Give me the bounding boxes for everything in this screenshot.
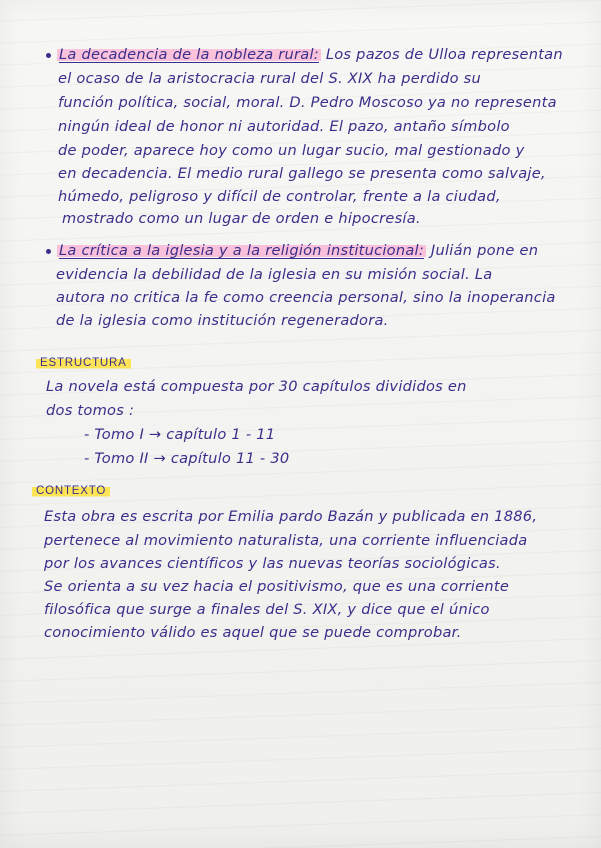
section-nobleza <box>46 44 563 66</box>
paragraph-line: La novela está compuesta por 30 capítulos divididos en <box>46 378 467 395</box>
paragraph-line: Los pazos de Ulloa representan <box>325 46 563 63</box>
paragraph-line: ningún ideal de honor ni autoridad. El pazo, antaño símbolo <box>58 118 510 135</box>
paragraph-line: filosófica que surge a finales del S. XIX, y dice que el único <box>44 601 490 618</box>
bullet-icon <box>46 53 51 58</box>
paragraph-line: mostrado como un lugar de orden e hipocresía. <box>62 210 421 227</box>
paragraph-line: de la iglesia como institución regeneradora. <box>56 312 389 329</box>
section-title: La crítica a la iglesia y a la religión institucional: <box>59 242 425 259</box>
paragraph-line: Esta obra es escrita por Emilia pardo Bazán y publicada en 1886, <box>44 508 538 525</box>
paragraph-line: autora no critica la fe como creencia personal, sino la inoperancia <box>56 289 556 306</box>
contexto-label: CONTEXTO <box>32 484 110 498</box>
paragraph-line: Se orienta a su vez hacia el positivismo, que es una corriente <box>44 578 510 595</box>
paragraph-line: húmedo, peligroso y difícil de controlar, frente a la ciudad, <box>58 188 501 205</box>
paragraph-line: en decadencia. El medio rural gallego se presenta como salvaje, <box>58 165 546 182</box>
section-iglesia <box>46 240 538 262</box>
paragraph-line: dos tomos : <box>46 402 135 419</box>
paragraph-line: pertenece al movimiento naturalista, una corriente influenciada <box>44 532 528 549</box>
paragraph-line: de poder, aparece hoy como un lugar sucio, mal gestionado y <box>58 142 525 159</box>
paragraph-line: conocimiento válido es aquel que se puede comprobar. <box>44 624 462 641</box>
section-title: La decadencia de la nobleza rural: <box>59 46 319 63</box>
list-item: - Tomo II → capítulo 11 - 30 <box>84 450 290 467</box>
paragraph-line: función política, social, moral. D. Pedro Moscoso ya no representa <box>58 94 557 111</box>
list-item: - Tomo I → capítulo 1 - 11 <box>84 426 276 443</box>
bullet-icon <box>46 249 51 254</box>
paragraph-line: evidencia la debilidad de la iglesia en su misión social. La <box>56 266 493 283</box>
estructura-label: ESTRUCTURA <box>36 356 131 370</box>
paragraph-line: el ocaso de la aristocracia rural del S. XIX ha perdido su <box>58 70 482 87</box>
paragraph-line: Julián pone en <box>430 242 539 259</box>
paragraph-line: por los avances científicos y las nuevas teorías sociológicas. <box>44 555 501 572</box>
